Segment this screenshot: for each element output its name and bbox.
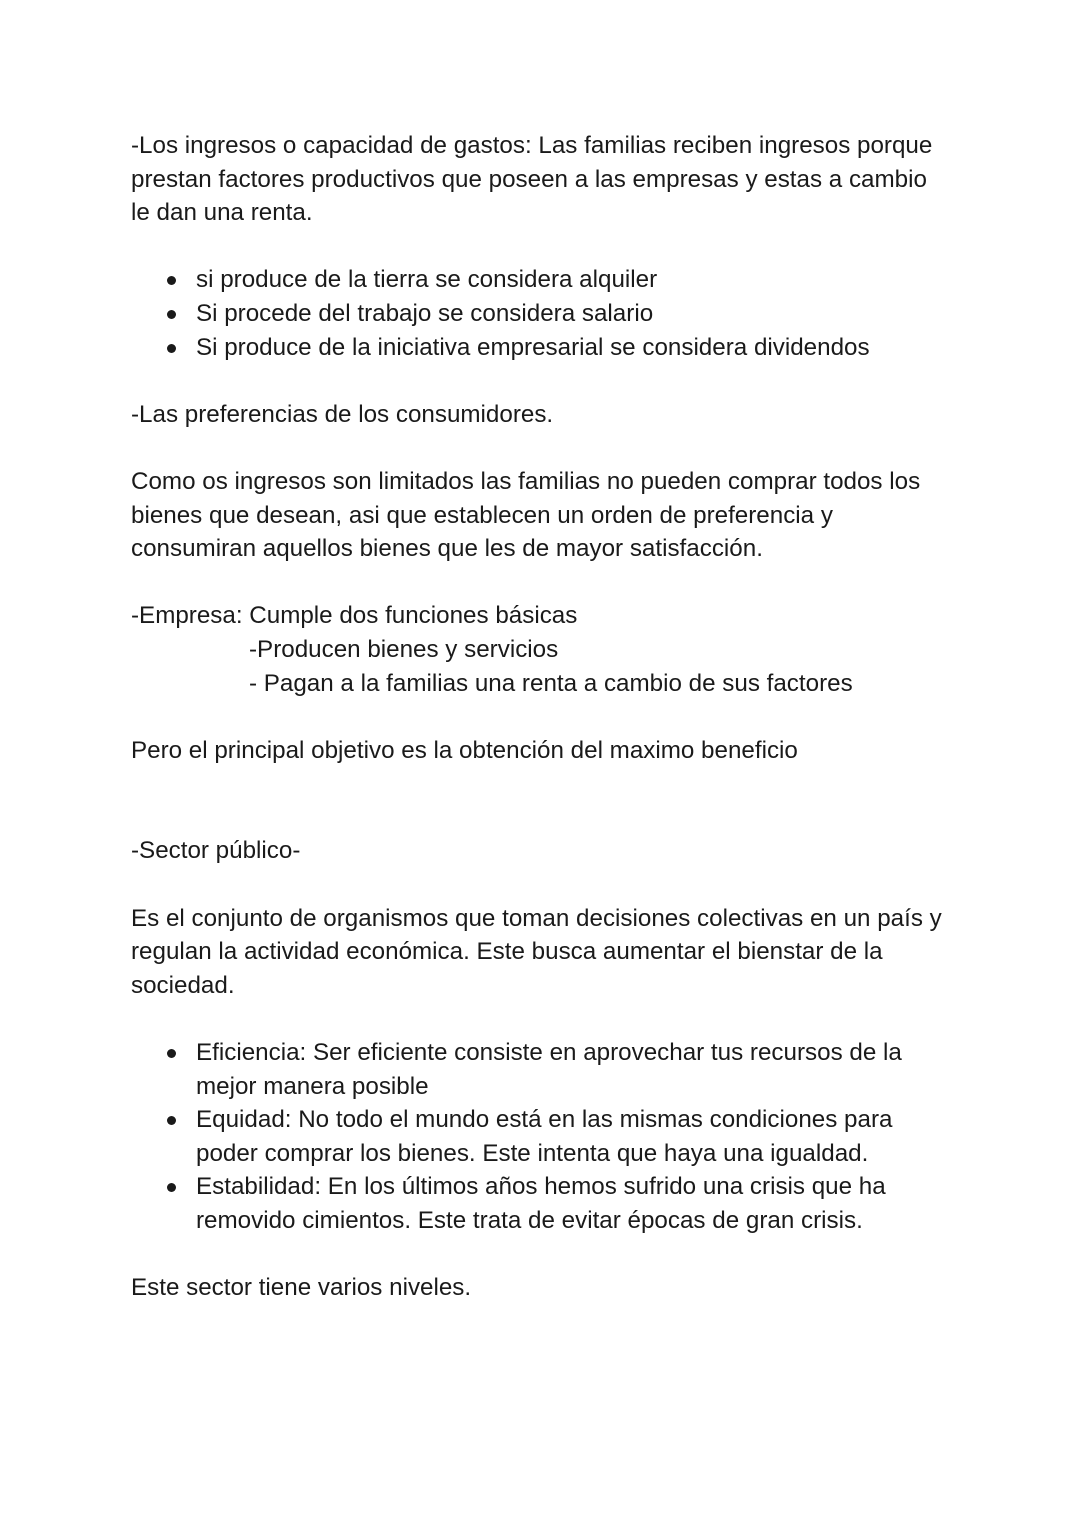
spacer (131, 230, 951, 264)
sector-publico-closing: Este sector tiene varios niveles. (131, 1274, 472, 1302)
list-item: Eficiencia: Ser eficiente consiste en aprovechar tus recursos de la mejor manera posible (196, 1036, 951, 1103)
document-page (131, 129, 951, 1305)
empresa-function-1: -Producen bienes y servicios (249, 635, 559, 663)
empresa-objective: Pero el principal objetivo es la obtención del maximo beneficio (131, 736, 798, 764)
list-item: Si produce de la iniciativa empresarial se considera dividendos (196, 331, 951, 365)
ingresos-bullet-list (131, 263, 951, 364)
spacer (131, 431, 951, 465)
sector-publico-heading: -Sector público- (131, 837, 301, 865)
list-item: si produce de la tierra se considera alquiler (196, 263, 951, 297)
spacer (131, 868, 951, 902)
list-item: Estabilidad: En los últimos años hemos sufrido una crisis que ha removido cimientos. Este trata de evitar épocas de gran crisis. (196, 1170, 951, 1237)
sector-publico-paragraph: Es el conjunto de organismos que toman decisiones colectivas en un país y regulan la actividad económica. Este busca aumentar el bienstar de la sociedad. (131, 904, 942, 999)
spacer (131, 566, 951, 600)
spacer (131, 1002, 951, 1036)
empresa-function-2: - Pagan a la familias una renta a cambio de sus factores (249, 669, 853, 697)
preferencias-heading: -Las preferencias de los consumidores. (131, 400, 554, 428)
preferencias-paragraph: Como os ingresos son limitados las familias no pueden comprar todos los bienes que desean, asi que establecen un orden de preferencia y consumiran aquellos bienes que les de mayor satisfacción. (131, 467, 921, 563)
list-item: Equidad: No todo el mundo está en las mismas condiciones para poder comprar los bienes. Este intenta que haya una igualdad. (196, 1103, 951, 1170)
spacer (131, 700, 951, 734)
spacer (131, 1238, 951, 1272)
sector-publico-bullet-list (131, 1036, 951, 1238)
spacer (131, 767, 951, 834)
spacer (131, 364, 951, 398)
empresa-heading: -Empresa: Cumple dos funciones básicas (131, 602, 578, 630)
list-item: Si procede del trabajo se considera salario (196, 297, 951, 331)
ingresos-paragraph: -Los ingresos o capacidad de gastos: Las familias reciben ingresos porque prestan factores productivos que poseen a las empresas y estas a cambio le dan una renta. (131, 132, 933, 227)
